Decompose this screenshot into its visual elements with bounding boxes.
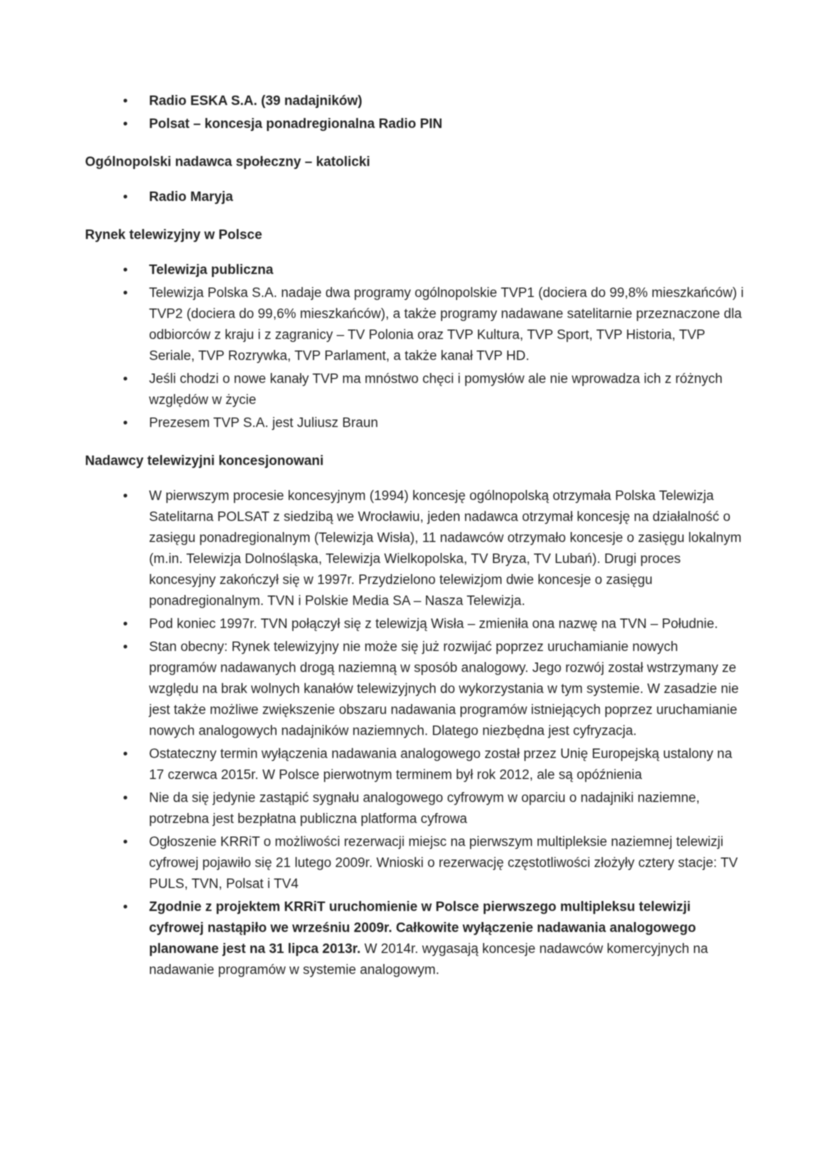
text-segment: Telewizja Polska S.A. nadaje dwa programy ogólnopolskie TVP1 (dociera do 99,8% mieszkańców) i TVP2 (dociera do 99,6% mieszkańców), a także programy nadawane satelitarnie przeznaczone dla odbiorców z kraju i z zagranicy – TV Polonia oraz TVP Kultura, TVP Sport, TVP Historia, TVP Seriale, TVP Rozrywka, TVP Parlament, a także kanał TVP HD. (149, 285, 744, 363)
bullet-list (85, 485, 747, 980)
bold-text-segment: Radio Maryja (149, 189, 234, 204)
list-item (85, 368, 747, 410)
list-item (85, 113, 747, 134)
list-item (85, 186, 747, 207)
bold-text-segment: Telewizja publiczna (149, 262, 274, 277)
list-item (85, 485, 747, 611)
bold-text-segment: Polsat – koncesja ponadregionalna Radio PIN (149, 116, 443, 131)
text-segment: Ogłoszenie KRRiT o możliwości rezerwacji miejsc na pierwszym multipleksie naziemnej telewizji cyfrowej pojawiło się 21 lutego 2009r. Wnioski o rezerwację częstotliwości złożyły cztery stacje: TV PULS, TVN, Polsat i TV4 (149, 834, 738, 891)
text-segment: W 2014r. wygasają koncesje nadawców komercyjnych na nadawanie programów w systemie analogowym. (149, 941, 709, 977)
list-item (85, 831, 747, 894)
text-segment: Stan obecny: Rynek telewizyjny nie może się już rozwijać poprzez uruchamianie nowych programów nadawanych drogą naziemną w sposób analogowy. Jego rozwój został wstrzymany ze względu na brak wolnych kanałów telewizyjnych do wykorzystania w tym systemie. W zasadzie nie jest także możliwe zwiększenie obszaru nadawania programów istniejących poprzez uruchamianie nowych analogowych nadajników naziemnych. Dlatego niezbędna jest cyfryzacja. (149, 639, 739, 738)
text-segment: Nie da się jedynie zastąpić sygnału analogowego cyfrowym w oparciu o nadajniki naziemne, potrzebna jest bezpłatna publiczna platforma cyfrowa (149, 790, 700, 826)
list-item (85, 90, 747, 111)
list-item (85, 636, 747, 741)
text-segment: Jeśli chodzi o nowe kanały TVP ma mnóstwo chęci i pomysłów ale nie wprowadza ich z różnych względów w życie (149, 371, 723, 407)
section-heading: Rynek telewizyjny w Polsce (85, 227, 263, 242)
list-item (85, 896, 747, 980)
text-segment: W pierwszym procesie koncesyjnym (1994) koncesję ogólnopolską otrzymała Polska Telewizja Satelitarna POLSAT z siedzibą we Wrocławiu, jeden nadawca otrzymał koncesję na działalność o zasięgu ponadregionalnym (Telewizja Wisła), 11 nadawców otrzymało koncesje o zasięgu lokalnym (m.in. Telewizja Dolnośląska, Telewizja Wielkopolska, TV Bryza, TV Lubań). Drugi proces koncesyjny zakończył się w 1997r. Przydzielono telewizjom dwie koncesje o zasięgu ponadregionalnym. TVN i Polskie Media SA – Nasza Telewizja. (149, 488, 742, 608)
list-item (85, 613, 747, 634)
list-item (85, 259, 747, 280)
list-item (85, 282, 747, 366)
text-segment: Prezesem TVP S.A. jest Juliusz Braun (149, 415, 379, 430)
text-segment: Ostateczny termin wyłączenia nadawania analogowego został przez Unię Europejską ustalony na 17 czerwca 2015r. W Polsce pierwotnym terminem był rok 2012, ale są opóźnienia (149, 746, 733, 782)
bold-text-segment: Radio ESKA S.A. (39 nadajników) (149, 93, 363, 108)
list-item (85, 412, 747, 433)
bullet-list (85, 186, 747, 207)
text-segment: Pod koniec 1997r. TVN połączył się z telewizją Wisła – zmieniła ona nazwę na TVN – Południe. (149, 616, 719, 631)
list-item (85, 787, 747, 829)
bold-text-segment: Zgodnie z projektem KRRiT uruchomienie w Polsce pierwszego multipleksu telewizji cyfrowej nastąpiło we wrześniu 2009r. Całkowite wyłączenie nadawania analogowego planowane jest na 31 lipca 2013r. (149, 899, 696, 956)
bullet-list (85, 90, 747, 134)
list-item (85, 743, 747, 785)
section-heading: Ogólnopolski nadawca społeczny – katolicki (85, 154, 371, 169)
bullet-list (85, 259, 747, 433)
section-heading: Nadawcy telewizyjni koncesjonowani (85, 453, 324, 468)
